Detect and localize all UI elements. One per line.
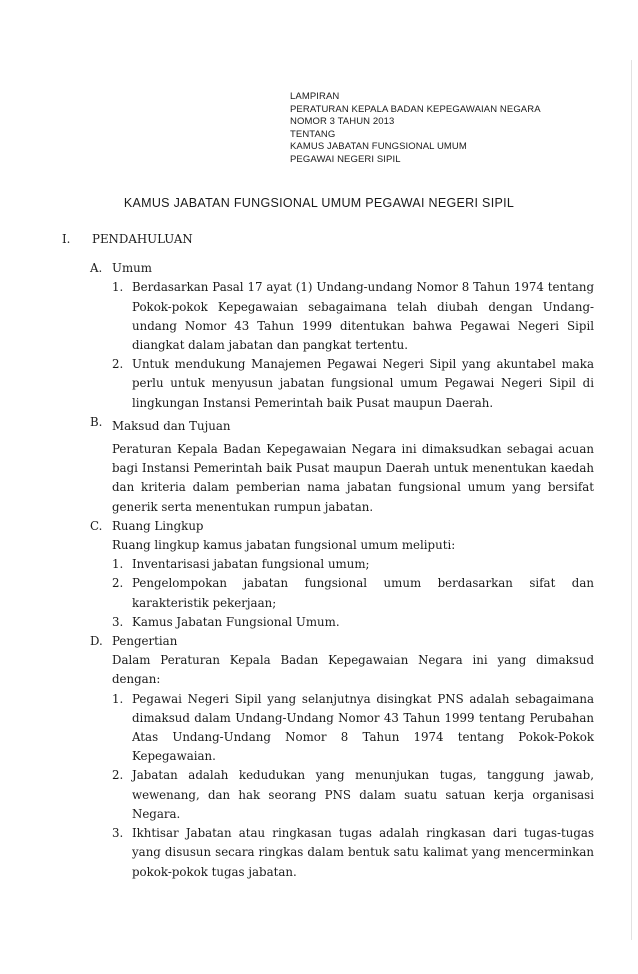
- subsection-d: [90, 632, 594, 882]
- subsection-b: [90, 413, 594, 517]
- item-number: 2.: [112, 357, 124, 372]
- subsection-letter: C.: [90, 518, 103, 533]
- paragraph: Ruang lingkup kamus jabatan fungsional umum meliputi:: [112, 538, 456, 553]
- subsection-a: [90, 259, 594, 413]
- header-line: NOMOR 3 TAHUN 2013: [290, 116, 395, 128]
- list-item: [112, 574, 594, 612]
- list-item: [112, 278, 594, 355]
- subsection-title: Ruang Lingkup: [112, 518, 204, 533]
- subsection-letter: A.: [90, 261, 103, 276]
- subsection-c: [90, 517, 594, 632]
- scan-edge: [631, 60, 632, 940]
- subsection-letter: D.: [90, 634, 103, 649]
- item-number: 2.: [112, 768, 124, 783]
- subsection-title: Maksud dan Tujuan: [112, 418, 231, 433]
- header-line: KAMUS JABATAN FUNGSIONAL UMUM: [290, 141, 467, 153]
- item-number: 1.: [112, 691, 124, 706]
- header-line: PERATURAN KEPALA BADAN KEPEGAWAIAN NEGARA: [290, 103, 541, 115]
- item-text: Berdasarkan Pasal 17 ayat (1) Undang-undang Nomor 8 Tahun 1974 tentang Pokok-pokok Kepegawaian sebagaimana telah diubah dengan Undang-undang Nomor 43 Tahun 1999 ditentukan bahwa Pegawai Negeri Sipil diangkat dalam jabatan dan pangkat tertentu.: [132, 280, 594, 353]
- subsection-title: Umum: [112, 261, 152, 276]
- header-line: LAMPIRAN: [290, 91, 340, 102]
- document-title: KAMUS JABATAN FUNGSIONAL UMUM PEGAWAI NEGERI SIPIL: [123, 196, 515, 210]
- item-text: Pegawai Negeri Sipil yang selanjutnya disingkat PNS adalah sebagaimana dimaksud dalam Undang-Undang Nomor 43 Tahun 1999 tentang Perubahan Atas Undang-Undang Nomor 8 Tahun 1974 tentang Pokok-Pokok Kepegawaian.: [132, 691, 594, 764]
- section-number: I.: [62, 232, 71, 246]
- list-item: [112, 355, 594, 413]
- header-line: TENTANG: [290, 128, 336, 140]
- item-text: Jabatan adalah kedudukan yang menunjukan tugas, tanggung jawab, wewenang, dan hak seorang PNS dalam suatu satuan kerja organisasi Negara.: [132, 768, 594, 821]
- item-text: Kamus Jabatan Fungsional Umum.: [132, 614, 340, 629]
- item-number: 3.: [112, 614, 124, 629]
- section-title: PENDAHULUAN: [92, 232, 193, 246]
- header-line: PEGAWAI NEGERI SIPIL: [290, 153, 401, 165]
- document-body: [62, 230, 594, 882]
- list-item: [112, 766, 594, 824]
- list-item: [112, 690, 594, 767]
- item-text: Inventarisasi jabatan fungsional umum;: [132, 557, 370, 572]
- subsection-title: Pengertian: [112, 634, 178, 649]
- item-text: Untuk mendukung Manajemen Pegawai Negeri Sipil yang akuntabel maka perlu untuk menyusun jabatan fungsional umum Pegawai Negeri Sipil di lingkungan Instansi Pemerintah baik Pusat maupun Daerah.: [132, 357, 594, 410]
- paragraph: Peraturan Kepala Badan Kepegawaian Negara ini dimaksudkan sebagai acuan bagi Instansi Pemerintah baik Pusat maupun Daerah untuk menentukan kaedah dan kriteria dalam pemberian nama jabatan fungsional umum yang bersifat generik serta menentukan rumpun jabatan.: [112, 442, 594, 514]
- list-item: [112, 555, 594, 574]
- item-number: 1.: [112, 557, 124, 572]
- item-number: 3.: [112, 826, 124, 841]
- list-item: [112, 613, 594, 632]
- item-text: Pengelompokan jabatan fungsional umum berdasarkan sifat dan karakteristik pekerjaan;: [132, 576, 594, 610]
- section-heading: [62, 230, 594, 249]
- list-item: [112, 824, 594, 882]
- attachment-header: [290, 91, 541, 167]
- item-number: 1.: [112, 280, 124, 295]
- paragraph: Dalam Peraturan Kepala Badan Kepegawaian Negara ini yang dimaksud dengan:: [112, 653, 594, 687]
- subsection-letter: B.: [90, 414, 103, 429]
- item-number: 2.: [112, 576, 124, 591]
- item-text: Ikhtisar Jabatan atau ringkasan tugas adalah ringkasan dari tugas-tugas yang disusun secara ringkas dalam bentuk satu kalimat yang mencerminkan pokok-pokok tugas jabatan.: [132, 826, 594, 879]
